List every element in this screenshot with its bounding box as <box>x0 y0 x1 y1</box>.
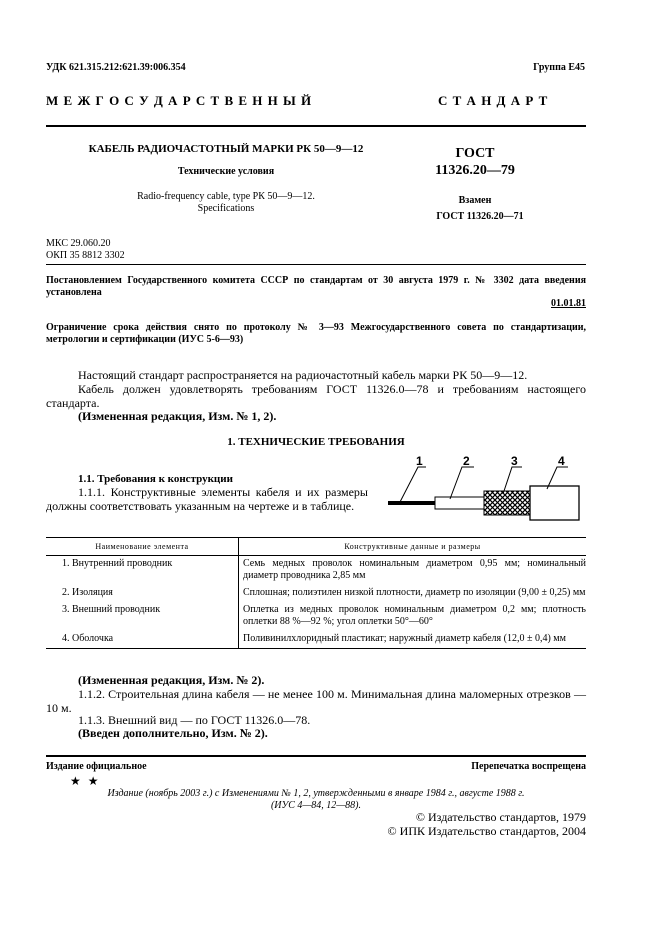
label-2: 2 <box>463 455 470 468</box>
doc-title: КАБЕЛЬ РАДИОЧАСТОТНЫЙ МАРКИ РК 50—9—12 <box>88 143 364 155</box>
conductor-shape <box>388 501 435 505</box>
table-header-data: Конструктивные данные и размеры <box>239 538 587 556</box>
elements-table <box>46 537 586 649</box>
gost-number: 11326.20—79 <box>435 163 515 178</box>
introduction-date: 01.01.81 <box>551 298 586 309</box>
intro-paragraph-1: Настоящий стандарт распространяется на радиочастотный кабель марки РК 50—9—12. <box>78 368 528 382</box>
group-code: Группа Е45 <box>533 62 585 73</box>
decree-text: Постановлением Государственного комитета СССР по стандартам от 30 августа 1979 г. № 3302 дата введения установлена <box>46 275 586 298</box>
edit-note-1: (Измененная редакция, Изм. № 1, 2). <box>78 409 277 423</box>
added-note: (Введен дополнительно, Изм. № 2). <box>78 726 268 740</box>
table-row <box>46 602 586 631</box>
okp-code: ОКП 35 8812 3302 <box>46 250 125 261</box>
insulation-shape <box>435 497 484 509</box>
footer-rule <box>46 755 586 757</box>
section-heading: 1. ТЕХНИЧЕСКИЕ ТРЕБОВАНИЯ <box>227 436 405 448</box>
doc-subtitle: Технические условия <box>177 166 275 177</box>
table-header-name: Наименование элемента <box>46 538 239 556</box>
banner-right: С Т А Н Д А Р Т <box>438 93 549 108</box>
label-4: 4 <box>558 455 565 468</box>
copyright-2004: © ИПК Издательство стандартов, 2004 <box>387 824 586 838</box>
table-row <box>46 585 586 602</box>
element-name: 2. Изоляция <box>46 585 239 602</box>
paragraph-1-1-1: 1.1.1. Конструктивные элементы кабеля и их размеры должны соответствовать указанным на чертеже и в таблице. <box>46 485 368 513</box>
header-rule <box>46 125 586 127</box>
label-3: 3 <box>511 455 518 468</box>
element-data: Оплетка из медных проволок номинальным диаметром 0,2 мм; плотность оплетки 88 %—92 %; угол оплетки 50°—60° <box>243 604 586 627</box>
english-title-1: Radio-frequency cable, type РК 50—9—12. <box>137 191 315 202</box>
restriction-text: Ограничение срока действия снято по протоколу № 3—93 Межгосударственного совета по стандартизации, метрологии и сертификации (ИУС 5-6—93) <box>46 322 586 345</box>
english-title-2: Specifications <box>197 203 255 214</box>
element-data: Семь медных проволок номинальным диаметром 0,95 мм; номинальный диаметр проводника 2,85 мм <box>243 558 586 581</box>
mks-code: МКС 29.060.20 <box>46 238 111 249</box>
element-name: 1. Внутренний проводник <box>46 556 239 586</box>
udk-code: УДК 621.315.212:621.39:006.354 <box>46 62 186 73</box>
replaces-label: Взамен <box>458 195 492 206</box>
paragraph-1-1-2: 1.1.2. Строительная длина кабеля — не менее 100 м. Минимальная длина маломерных отрезков — 10 м. <box>46 687 586 715</box>
intro-paragraph-2: Кабель должен удовлетворять требованиям ГОСТ 11326.0—78 и требованиям настоящего стандарта. <box>46 382 586 410</box>
replaces-value: ГОСТ 11326.20—71 <box>436 211 524 222</box>
label-1: 1 <box>416 455 423 468</box>
element-name: 4. Оболочка <box>46 631 239 649</box>
gost-label: ГОСТ <box>455 146 495 161</box>
element-name: 3. Внешний проводник <box>46 602 239 631</box>
element-data: Поливинилхлоридный пластикат; наружный диаметр кабеля (12,0 ± 0,4) мм <box>239 631 587 649</box>
official-edition-label: Издание официальное <box>46 761 147 772</box>
reprint-label: Перепечатка воспрещена <box>471 761 586 772</box>
subsection-heading: 1.1. Требования к конструкции <box>78 473 233 485</box>
element-data: Сплошная; полиэтилен низкой плотности, диаметр по изоляции (9,00 ± 0,25) мм <box>243 587 586 598</box>
cable-drawing <box>385 455 585 525</box>
edit-note-2: (Измененная редакция, Изм. № 2). <box>78 673 265 687</box>
paragraph-1-1-3: 1.1.3. Внешний вид — по ГОСТ 11326.0—78. <box>78 713 311 727</box>
banner-left: М Е Ж Г О С У Д А Р С Т В Е Н Н Ы Й <box>46 93 313 108</box>
copyright-1979: © Издательство стандартов, 1979 <box>415 810 586 824</box>
table-row <box>46 556 586 586</box>
title-rule <box>46 264 586 265</box>
table-row <box>46 631 586 649</box>
sheath-shape <box>530 486 579 520</box>
stars: ★ ★ <box>70 774 101 788</box>
edition-line-1: Издание (ноябрь 2003 г.) с Изменениями № 1, 2, утвержденными в январе 1984 г., августе 1988 г. <box>107 788 525 799</box>
edition-line-2: (ИУС 4—84, 12—88). <box>270 800 362 811</box>
braid-shape <box>484 491 530 515</box>
